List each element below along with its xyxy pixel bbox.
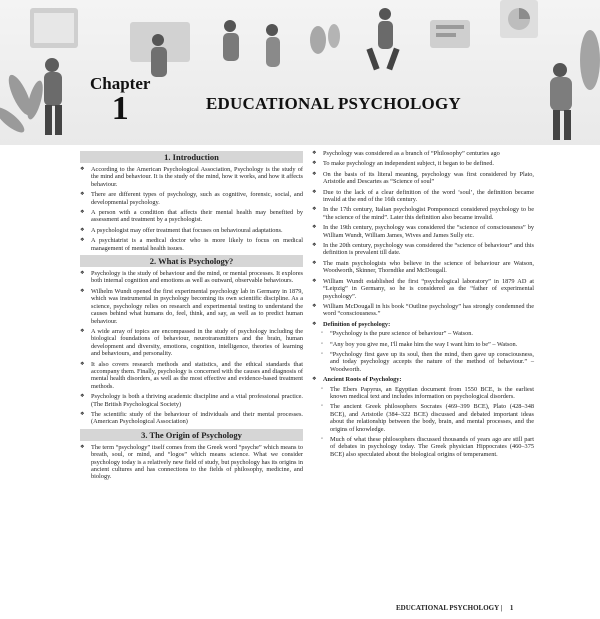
list-item: ◦ “Psychology is the pure science of behaviour” – Watson. bbox=[312, 330, 534, 337]
chapter-title: EDUCATIONAL PSYCHOLOGY bbox=[206, 94, 461, 113]
list-item: ◦ The ancient Greek philosophers Socrates (469–399 BCE), Plato (428–348 BCE), and Aristotle (384–322 BCE) discussed and debated important ideas about the relationship between the body, brain, and mental processes, and the origins of knowledge. bbox=[312, 403, 534, 433]
what-is-psychology-list bbox=[80, 270, 303, 426]
section-heading-what-is-psychology: 2. What is Psychology? bbox=[80, 255, 303, 267]
list-item: ◦ Much of what these philosophers discussed thousands of years ago are still part of debates in psychology today. The Greek physician Hippocrates (460–375 BCE) also speculated about the biological origins of temperament. bbox=[312, 436, 534, 458]
page-footer bbox=[396, 604, 513, 612]
right-column bbox=[312, 150, 534, 461]
ancient-roots-heading: ❖ Ancient Roots of Psychology: bbox=[312, 376, 534, 383]
list-item: ❖ Psychology was considered as a branch of “Philosophy” centuries ago bbox=[312, 150, 534, 157]
list-item: ❖ William Wundt established the first “psychological laboratory” in 1879 AD at “Leipzig” in Germany, so he is considered as the “father of experimental psychology”. bbox=[312, 278, 534, 300]
list-item: ❖ Due to the lack of a clear definition of the word ‘soul’, the definition became invalid at the end of the 16th century. bbox=[312, 189, 534, 204]
definition-heading: ❖ Definition of psychology: bbox=[312, 321, 534, 328]
list-item: ❖ The term “psychology” itself comes from the Greek word “psyche” which means to breath, soul, or mind, and “logos” which means science. What we consider psychology today is a relatively new field of study, but psychology has its origins in ancient cultures and has connections to the fields of philosophy, medicine, and biology. bbox=[80, 444, 303, 481]
list-item: ❖ It also covers research methods and statistics, and the ethical standards that accompany them. Finally, psychology is concerned with the causes and diagnosis of mental health disorders, as well as the most effective and evidence-based treatment methods. bbox=[80, 361, 303, 391]
list-item: ❖ A psychologist may offer treatment that focuses on behavioural adaptations. bbox=[80, 227, 303, 234]
list-item: ❖ To make psychology an independent subject, it began to be defined. bbox=[312, 160, 534, 167]
list-item: ❖ Wilhelm Wundt opened the first experimental psychology lab in Germany in 1879, which was instrumental in psychology becoming its own scientific discipline. As a science, psychology relies on research and experimental testing to understand the causes behind what humans do, feel, think, and say, as well as to predict human behaviour. bbox=[80, 288, 303, 325]
list-item: ❖ Psychology is the study of behaviour and the mind, or mental processes. It explores both internal cognition and emotions as well as outward, observable behaviours. bbox=[80, 270, 303, 285]
list-item: ❖ A wide array of topics are encompassed in the study of psychology including the biological foundations of behaviour, neurotransmitters and the brain, human development and diversity, emotions, cognition, intelligence, theories of learning and behaviours, and personality. bbox=[80, 328, 303, 358]
origin-list bbox=[80, 444, 303, 481]
page-number: 1 bbox=[509, 604, 514, 612]
section-heading-introduction: 1. Introduction bbox=[80, 151, 303, 163]
footer-separator: | bbox=[500, 604, 503, 612]
history-list bbox=[312, 150, 534, 318]
list-item: ❖ The scientific study of the behaviour of individuals and their mental processes. (American Psychological Association) bbox=[80, 411, 303, 426]
section-heading-origin: 3. The Origin of Psychology bbox=[80, 429, 303, 441]
list-item: ❖ Psychology is both a thriving academic discipline and a vital professional practice. (The British Psychological Society) bbox=[80, 393, 303, 408]
list-item: ❖ On the basis of its literal meaning, psychology was first considered by Plato, Aristotle and Descartes as “Science of soul” bbox=[312, 171, 534, 186]
list-item: ◦ The Ebers Papyrus, an Egyptian document from 1550 BCE, is the earliest known medical text and includes information on psychological disorders. bbox=[312, 386, 534, 401]
introduction-list bbox=[80, 166, 303, 252]
chapter-label: Chapter bbox=[90, 74, 151, 93]
left-column bbox=[80, 150, 303, 484]
list-item: ❖ In the 20th century, psychology was considered the “science of behaviour” and this definition is prevalent till date. bbox=[312, 242, 534, 257]
list-item: ❖ In the 19th century, psychology was considered the “science of consciousness” by William Wundt, William James, Wives and James Sully etc. bbox=[312, 224, 534, 239]
chapter-number: 1 bbox=[111, 90, 129, 127]
definition-list bbox=[312, 330, 534, 373]
chapter-banner bbox=[0, 0, 600, 145]
footer-title: EDUCATIONAL PSYCHOLOGY bbox=[396, 604, 499, 612]
list-item: ❖ According to the American Psychological Association, Psychology is the study of the mind and behaviour. It is the study of the mind, how it works, and how it affects behaviour. bbox=[80, 166, 303, 188]
chapter-heading bbox=[90, 74, 151, 127]
list-item: ◦ “Psychology first gave up its soul, then the mind, then gave up consciousness, and today psychology accepts the nature of the method of behaviour.” – Woodworth. bbox=[312, 351, 534, 373]
list-item: ❖ There are different types of psychology, such as cognitive, forensic, social, and developmental psychology. bbox=[80, 191, 303, 206]
list-item: ❖ A person with a condition that affects their mental health may benefited by assessment and treatment by a psychologist. bbox=[80, 209, 303, 224]
list-item: ❖ The main psychologists who believe in the science of behaviour are Watson, Woodworth, Skinner, Thorndike and McDougall. bbox=[312, 260, 534, 275]
list-item: ❖ A psychiatrist is a medical doctor who is more likely to focus on medical management of mental health issues. bbox=[80, 237, 303, 252]
list-item: ❖ William McDougall in his book “Outline psychology” has strongly condemned the word “consciousness.” bbox=[312, 303, 534, 318]
list-item: ❖ In the 17th century, Italian psychologist Pomponozzi considered psychology to be “the science of the mind”. Later this definition also became invalid. bbox=[312, 206, 534, 221]
ancient-roots-list bbox=[312, 386, 534, 459]
list-item: ◦ “Any boy you give me, I'll make him the way I want him to be” – Watson. bbox=[312, 341, 534, 348]
